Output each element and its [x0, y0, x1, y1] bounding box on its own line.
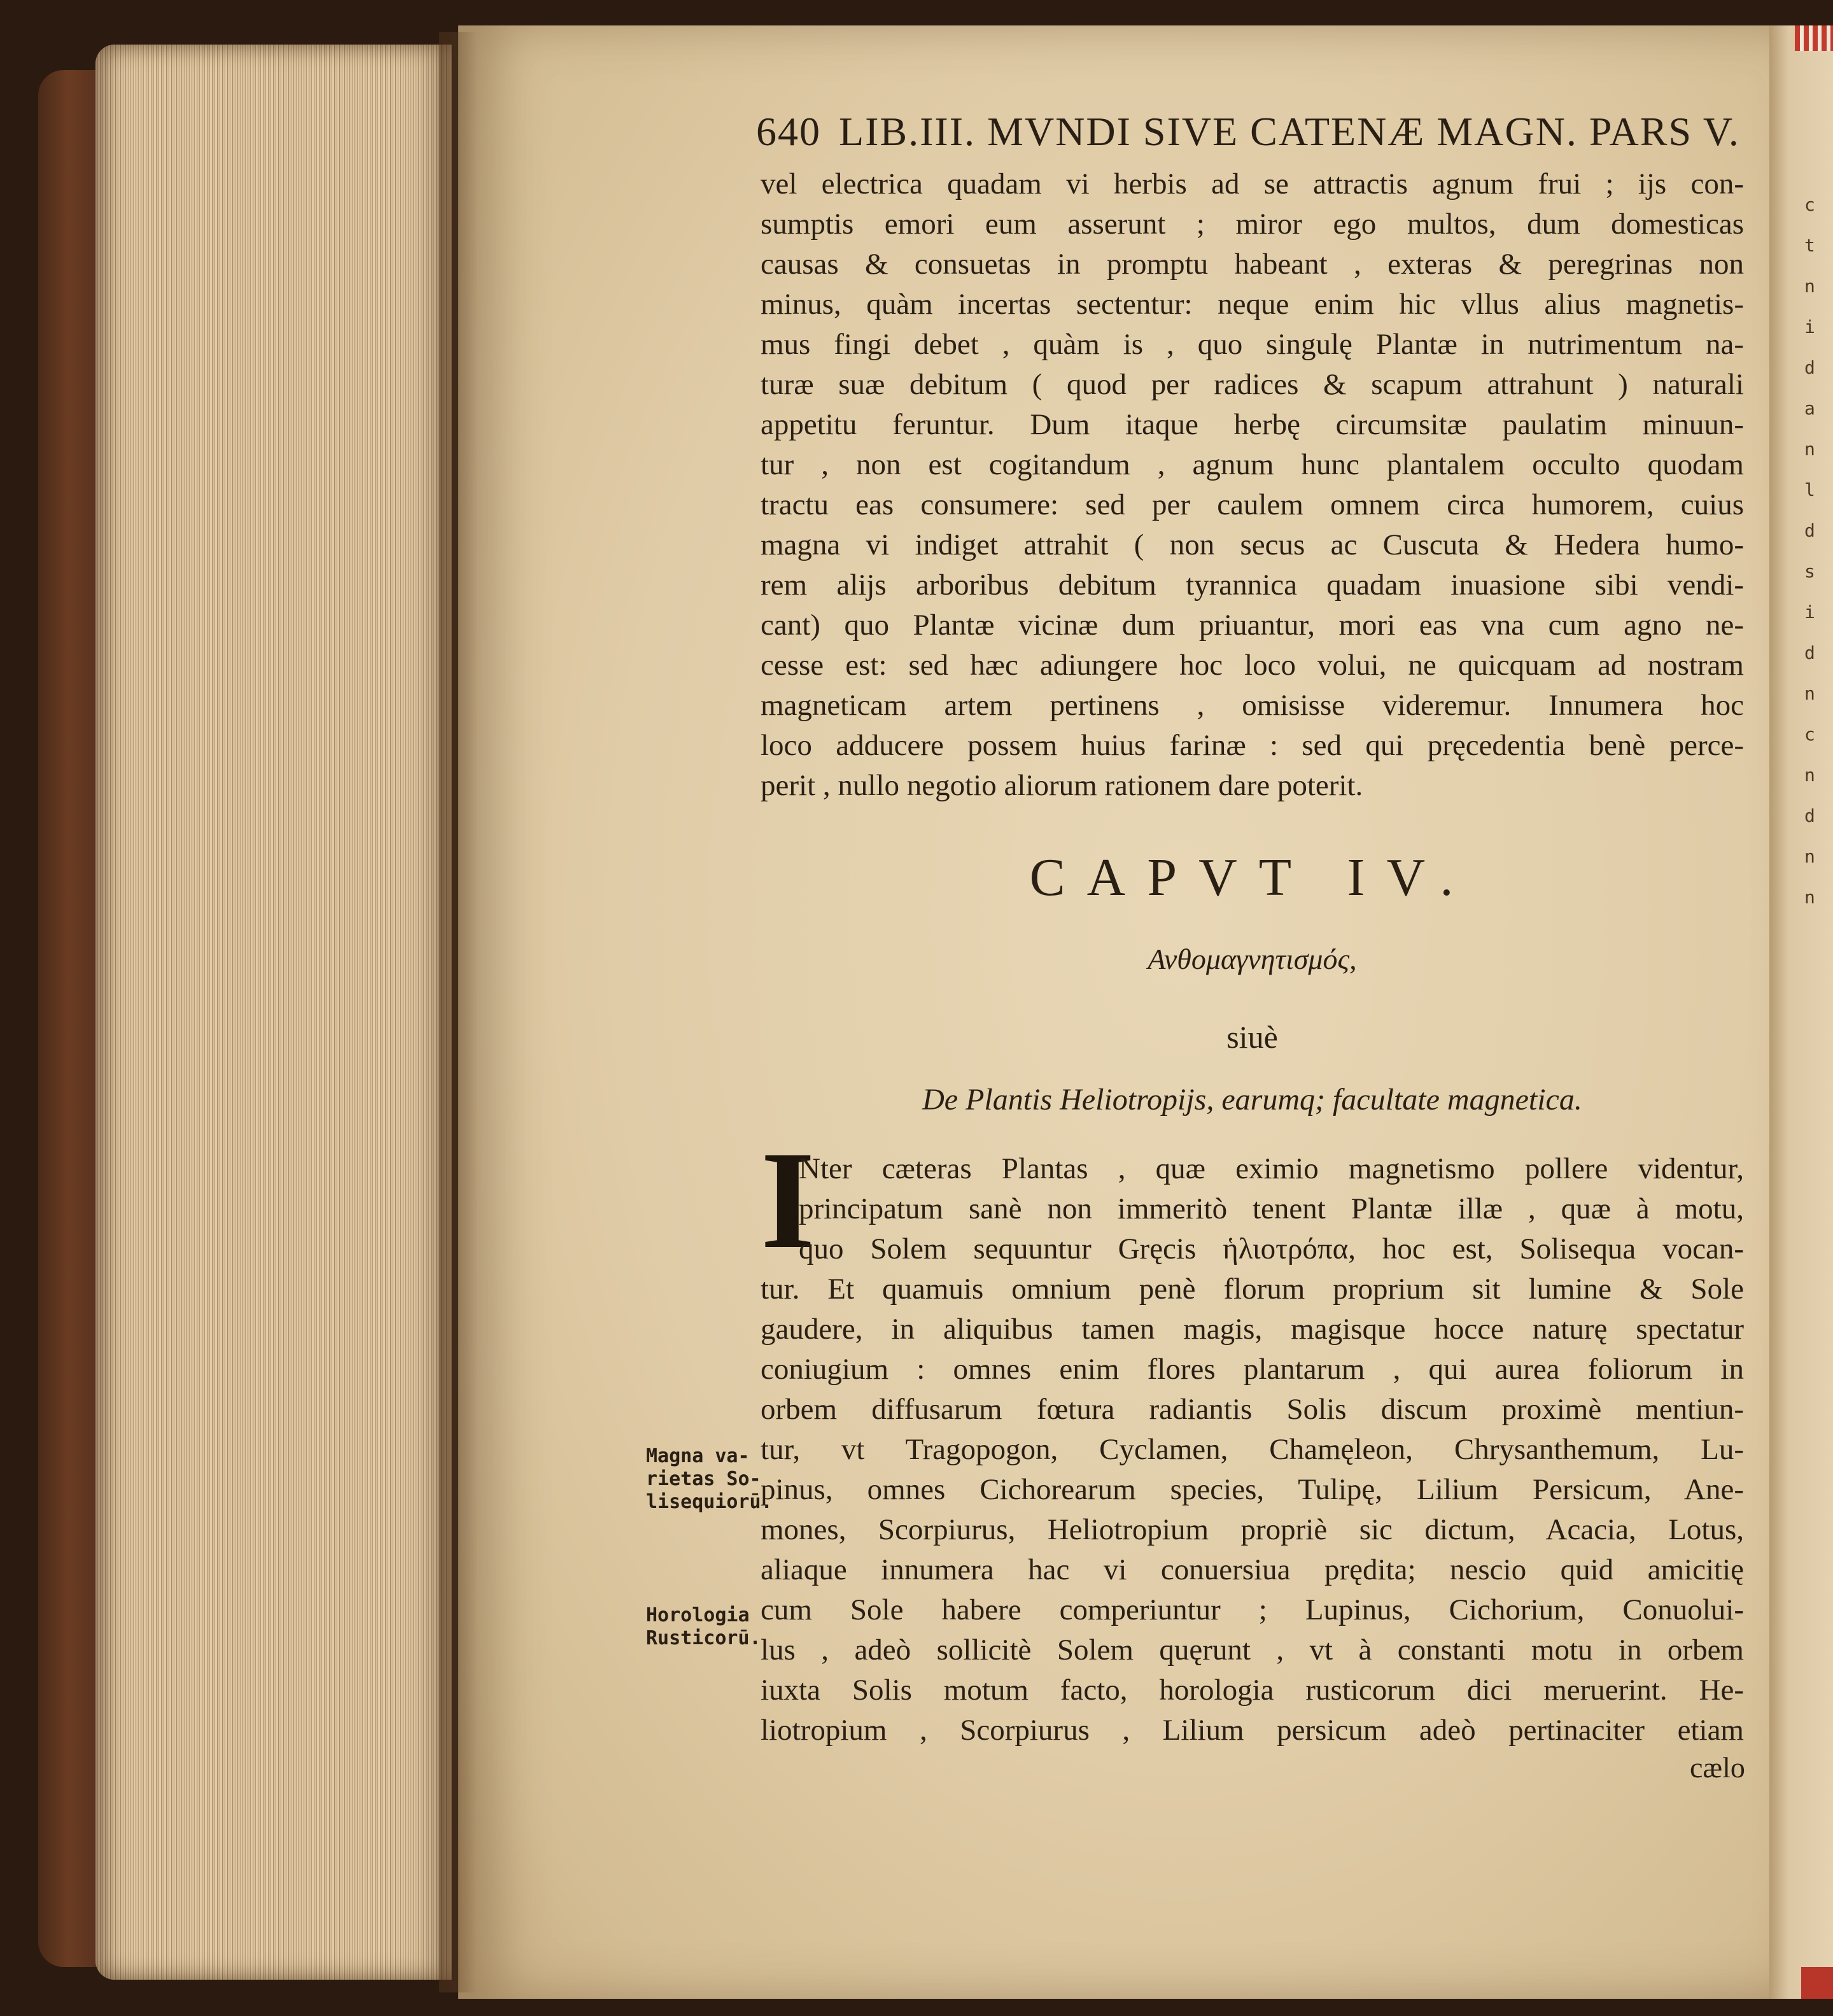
running-title: LIB.III. MVNDI SIVE CATENÆ MAGN. PARS V.: [839, 109, 1740, 154]
text-line: gaudere, in aliquibus tamen magis, magisque hocce naturę spectatur: [761, 1313, 1744, 1346]
text-line: quo Solem sequuntur Gręcis ἡλιοτρόπα, hoc est, Solisequa vocan-: [799, 1232, 1744, 1265]
facing-page-letters: c t n i d a n l d s i d n c n d n n: [1804, 194, 1815, 908]
text-line: tur. Et quamuis omnium penè florum proprium sit lumine & Sole: [761, 1272, 1744, 1306]
top-passage: [761, 164, 1744, 806]
bookmark-ribbon: [1795, 25, 1833, 51]
text-line: causas & consuetas in promptu habeant , exteras & peregrinas non: [761, 248, 1744, 281]
text-line: cum Sole habere comperiuntur ; Lupinus, Cichorium, Conuolui-: [761, 1593, 1744, 1626]
bookmark-ribbon-end: [1801, 1967, 1833, 1999]
text-line: orbem diffusarum fœtura radiantis Solis discum proximè mentiun-: [761, 1393, 1744, 1426]
text-line: vel electrica quadam vi herbis ad se attractis agnum frui ; ijs con-: [761, 167, 1744, 201]
catchword: cælo: [1690, 1751, 1745, 1784]
marginal-note: Horologia Rusticorū.: [646, 1604, 761, 1649]
chapter-subtitle: De Plantis Heliotropijs, earumq; facultate magnetica.: [922, 1083, 1582, 1117]
text-line: aliaque innumera hac vi conuersiua prędita; nescio quid amicitię: [761, 1553, 1744, 1586]
text-line: tractu eas consumere: sed per caulem omnem circa humorem, cuius: [761, 488, 1744, 521]
page-gutter: [439, 32, 477, 1992]
text-line: cesse est: sed hæc adiungere hoc loco volui, ne quicquam ad nostram: [761, 649, 1744, 682]
text-line: tur, vt Tragopogon, Cyclamen, Chamęleon, Chrysanthemum, Lu-: [761, 1433, 1744, 1466]
text-line: appetitu feruntur. Dum itaque herbę circumsitæ paulatim minuun-: [761, 408, 1744, 441]
drop-capital: I: [761, 1122, 815, 1278]
text-line: cant) quo Plantæ vicinæ dum priuantur, mori eas vna cum agno ne-: [761, 609, 1744, 642]
text-line: mones, Scorpiurus, Heliotropium propriè sic dictum, Acacia, Lotus,: [761, 1513, 1744, 1546]
text-line: principatum sanè non immeritò tenent Plantæ illæ , quæ à motu,: [799, 1192, 1744, 1225]
chapter-title: CAPVT IV.: [1029, 848, 1475, 907]
page-number: 640: [756, 109, 821, 154]
text-line: minus, quàm incertas sectentur: neque enim hic vllus alius magnetis-: [761, 288, 1744, 321]
text-line: iuxta Solis motum facto, horologia rusticorum dici meruerint. He-: [761, 1674, 1744, 1707]
marginal-note: Magna va- rietas So- lisequiorū.: [646, 1445, 773, 1513]
text-line: magna vi indiget attrahit ( non secus ac Cuscuta & Hedera humo-: [761, 528, 1744, 561]
text-line: loco adducere possem huius farinæ : sed qui pręcedentia benè perce-: [761, 729, 1744, 762]
text-line: rem alijs arboribus debitum tyrannica quadam inuasione sibi vendi-: [761, 568, 1744, 602]
chapter-conjunction: siuè: [1226, 1019, 1278, 1055]
text-line: Nter cæteras Plantas , quæ eximio magnetismo pollere videntur,: [799, 1152, 1744, 1185]
text-line: magneticam artem pertinens , omisisse videremur. Innumera hoc: [761, 689, 1744, 722]
text-line: coniugium : omnes enim flores plantarum , qui aurea foliorum in: [761, 1353, 1744, 1386]
greek-title: Ανθομαγνητισμός,: [1148, 943, 1357, 975]
text-line: mus fingi debet , quàm is , quo singulę Plantæ in nutrimentum na-: [761, 328, 1744, 361]
text-line: sumptis emori eum asserunt ; miror ego multos, dum domesticas: [761, 208, 1744, 241]
text-line: lus , adeò sollicitè Solem quęrunt , vt à constanti motu in orbem: [761, 1633, 1744, 1667]
text-line: pinus, omnes Cichorearum species, Tulipę, Lilium Persicum, Ane-: [761, 1473, 1744, 1506]
running-header: [756, 108, 1740, 155]
text-line: turæ suæ debitum ( quod per radices & scapum attrahunt ) naturali: [761, 368, 1744, 401]
page-edges: [95, 45, 452, 1980]
text-line: liotropium , Scorpiurus , Lilium persicum adeò pertinaciter etiam: [761, 1714, 1744, 1747]
main-passage: [761, 1149, 1744, 1751]
text-line: tur , non est cogitandum , agnum hunc plantalem occulto quodam: [761, 448, 1744, 481]
text-line: perit , nullo negotio aliorum rationem dare poterit.: [761, 769, 1363, 802]
